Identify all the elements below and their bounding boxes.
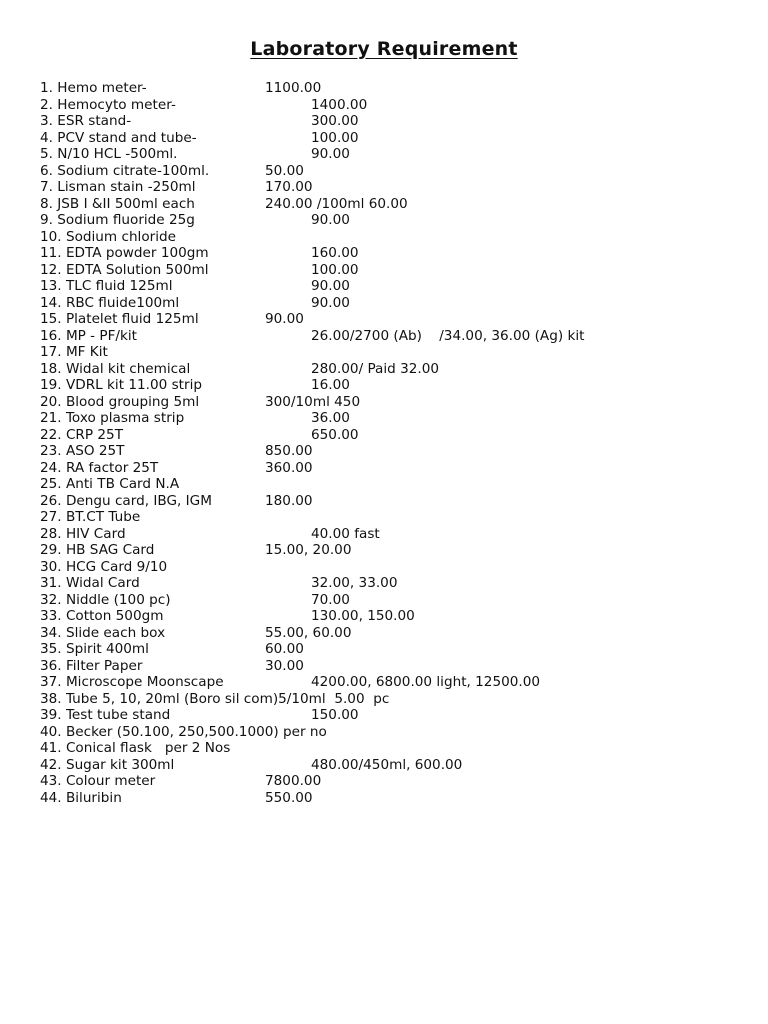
requirement-row	[40, 328, 740, 345]
requirement-item-price: 50.00	[265, 162, 304, 179]
requirement-item-label: 14. RBC fluide100ml	[40, 294, 180, 311]
requirement-item-price: 90.00	[311, 212, 350, 228]
requirement-row	[40, 97, 740, 114]
requirement-item-label: 21. Toxo plasma strip	[40, 410, 185, 426]
requirement-item-label: 38. Tube 5, 10, 20ml (Boro sil com)5/10ml 5.00 pc	[40, 690, 390, 707]
requirement-item-label: 16. MP - PF/kit	[40, 327, 137, 344]
requirement-item-label: 40. Becker (50.100, 250,500.1000) per no	[40, 723, 327, 740]
requirement-item-price: 90.00	[311, 294, 350, 311]
requirement-row	[40, 212, 740, 229]
requirement-item-label: 44. Biluribin	[40, 789, 122, 806]
requirement-row	[40, 641, 740, 658]
requirement-item-label: 29. HB SAG Card	[40, 542, 155, 558]
requirement-item-price: 90.00	[311, 278, 350, 294]
requirement-row	[40, 476, 740, 493]
requirement-row	[40, 344, 740, 361]
requirement-row	[40, 559, 740, 576]
requirement-item-label: 42. Sugar kit 300ml	[40, 756, 175, 773]
requirement-row	[40, 410, 740, 427]
requirement-item-label: 23. ASO 25T	[40, 443, 125, 459]
requirement-row	[40, 460, 740, 477]
requirement-item-label: 22. CRP 25T	[40, 426, 123, 443]
requirement-row	[40, 229, 740, 246]
requirement-item-price: 850.00	[265, 443, 313, 459]
requirement-row	[40, 394, 740, 411]
requirement-row	[40, 575, 740, 592]
requirement-item-price: 70.00	[311, 591, 350, 608]
requirement-item-label: 8. JSB I &II 500ml each	[40, 195, 195, 212]
requirement-item-label: 31. Widal Card	[40, 575, 140, 591]
requirement-item-label: 12. EDTA Solution 500ml	[40, 261, 209, 278]
requirement-item-label: 10. Sodium chloride	[40, 228, 177, 245]
requirement-item-price: 170.00	[265, 179, 313, 195]
requirement-item-price: 40.00 fast	[311, 525, 380, 542]
requirement-item-label: 13. TLC fluid 125ml	[40, 278, 173, 294]
requirement-item-price: 1400.00	[311, 96, 368, 113]
requirement-row	[40, 542, 740, 559]
requirement-item-price: 280.00/ Paid 32.00	[311, 360, 440, 377]
requirement-row	[40, 113, 740, 130]
requirement-item-price: 100.00	[311, 129, 359, 146]
requirement-row	[40, 707, 740, 724]
requirement-row	[40, 658, 740, 675]
requirement-item-label: 43. Colour meter	[40, 773, 156, 789]
requirement-row	[40, 509, 740, 526]
requirement-item-label: 25. Anti TB Card N.A	[40, 476, 180, 492]
requirement-row	[40, 493, 740, 510]
requirement-item-label: 36. Filter Paper	[40, 657, 143, 674]
requirement-item-label: 32. Niddle (100 pc)	[40, 591, 171, 608]
requirement-item-price: 160.00	[311, 245, 359, 261]
requirement-row	[40, 724, 740, 741]
requirement-item-price: 1100.00	[265, 80, 322, 96]
requirement-item-price: 100.00	[311, 261, 359, 278]
requirement-row	[40, 592, 740, 609]
requirement-row	[40, 740, 740, 757]
requirement-row	[40, 146, 740, 163]
requirement-row	[40, 691, 740, 708]
page-title: Laboratory Requirement	[250, 38, 518, 60]
requirement-row	[40, 790, 740, 807]
requirement-item-label: 34. Slide each box	[40, 624, 166, 641]
requirement-item-label: 11. EDTA powder 100gm	[40, 245, 209, 261]
requirement-row	[40, 773, 740, 790]
requirement-item-label: 17. MF Kit	[40, 344, 108, 360]
requirement-item-price: 300/10ml 450	[265, 393, 361, 410]
requirement-list	[40, 80, 740, 806]
requirement-item-price: 480.00/450ml, 600.00	[311, 756, 463, 773]
requirement-item-label: 1. Hemo meter-	[40, 80, 147, 96]
requirement-item-price: 16.00	[311, 377, 350, 393]
requirement-row	[40, 757, 740, 774]
requirement-row	[40, 179, 740, 196]
requirement-item-label: 7. Lisman stain -250ml	[40, 179, 196, 195]
requirement-item-price: 240.00 /100ml 60.00	[265, 195, 408, 212]
requirement-item-label: 39. Test tube stand	[40, 707, 171, 723]
requirement-item-price: 55.00, 60.00	[265, 624, 352, 641]
requirement-row	[40, 361, 740, 378]
requirement-item-price: 90.00	[311, 146, 350, 162]
requirement-item-price: 4200.00, 6800.00 light, 12500.00	[311, 674, 541, 690]
requirement-row	[40, 295, 740, 312]
requirement-item-label: 26. Dengu card, IBG, IGM	[40, 492, 212, 509]
requirement-item-label: 35. Spirit 400ml	[40, 641, 149, 657]
requirement-row	[40, 278, 740, 295]
requirement-item-label: 4. PCV stand and tube-	[40, 129, 197, 146]
requirement-item-price: 32.00, 33.00	[311, 575, 398, 591]
requirement-row	[40, 80, 740, 97]
requirement-item-price: 150.00	[311, 707, 359, 723]
requirement-item-label: 20. Blood grouping 5ml	[40, 393, 200, 410]
requirement-item-price: 15.00, 20.00	[265, 542, 352, 558]
requirement-item-price: 180.00	[265, 492, 313, 509]
requirement-item-price: 26.00/2700 (Ab) /34.00, 36.00 (Ag) kit	[311, 327, 585, 344]
requirement-item-price: 30.00	[265, 657, 304, 674]
requirement-item-label: 18. Widal kit chemical	[40, 360, 191, 377]
requirement-item-price: 90.00	[265, 311, 304, 327]
requirement-row	[40, 674, 740, 691]
requirement-item-price: 550.00	[265, 789, 313, 806]
requirement-item-price: 650.00	[311, 426, 359, 443]
requirement-item-label: 9. Sodium fluoride 25g	[40, 212, 195, 228]
requirement-item-price: 130.00, 150.00	[311, 608, 415, 624]
requirement-item-label: 3. ESR stand-	[40, 113, 132, 129]
requirement-item-label: 33. Cotton 500gm	[40, 608, 164, 624]
requirement-row	[40, 196, 740, 213]
requirement-row	[40, 245, 740, 262]
requirement-row	[40, 377, 740, 394]
requirement-row	[40, 163, 740, 180]
requirement-item-label: 5. N/10 HCL -500ml.	[40, 146, 178, 162]
requirement-item-label: 19. VDRL kit 11.00 strip	[40, 377, 202, 393]
requirement-row	[40, 427, 740, 444]
requirement-item-label: 37. Microscope Moonscape	[40, 674, 224, 690]
requirement-row	[40, 262, 740, 279]
requirement-item-label: 6. Sodium citrate-100ml.	[40, 162, 210, 179]
requirement-item-price: 360.00	[265, 459, 313, 476]
requirement-row	[40, 526, 740, 543]
requirement-item-label: 28. HIV Card	[40, 525, 126, 542]
requirement-row	[40, 608, 740, 625]
requirement-item-label: 15. Platelet fluid 125ml	[40, 311, 199, 327]
requirement-item-label: 2. Hemocyto meter-	[40, 96, 176, 113]
requirement-item-price: 7800.00	[265, 773, 322, 789]
requirement-item-price: 300.00	[311, 113, 359, 129]
requirement-item-label: 30. HCG Card 9/10	[40, 558, 168, 575]
requirement-item-price: 60.00	[265, 641, 304, 657]
requirement-row	[40, 625, 740, 642]
requirement-row	[40, 443, 740, 460]
requirement-item-label: 24. RA factor 25T	[40, 459, 159, 476]
requirement-item-price: 36.00	[311, 410, 350, 426]
requirement-item-label: 41. Conical flask per 2 Nos	[40, 740, 231, 756]
requirement-row	[40, 130, 740, 147]
requirement-item-label: 27. BT.CT Tube	[40, 509, 141, 525]
requirement-row	[40, 311, 740, 328]
